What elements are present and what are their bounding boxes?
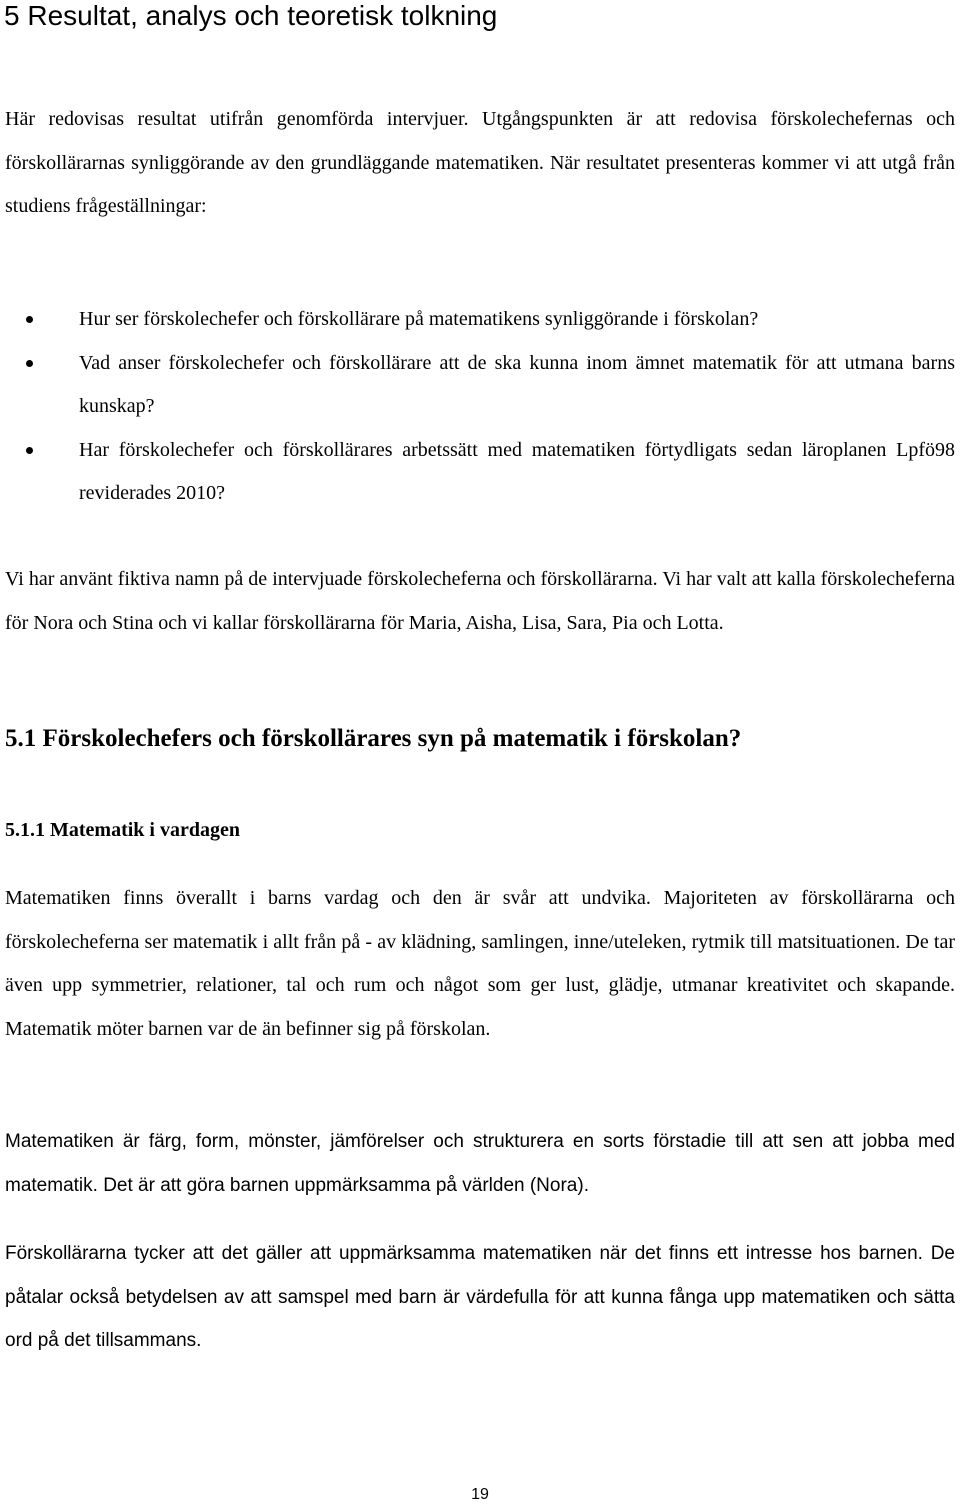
quote-paragraph: Matematiken är färg, form, mönster, jämförelser och strukturera en sorts förstadie till att sen att jobba med matematik. Det är att göra barnen uppmärksamma på världen (Nora). [5,1131,955,1196]
names-paragraph: Vi har använt fiktiva namn på de intervjuade förskolecheferna och förskollärarna. Vi har valt att kalla förskolecheferna för Nora och Stina och vi kallar förskollärarna för Maria, Aisha, Lisa, Sara, Pia och Lotta. [5,568,955,634]
body-paragraph: Förskollärarna tycker att det gäller att uppmärksamma matematiken när det finns ett intresse hos barnen. De påtalar också betydelsen av att samspel med barn är värdefulla för att kunna fånga upp matematiken och sätta ord på det tillsammans. [5,1243,955,1351]
bullet-icon [26,360,33,367]
question-text: Har förskolechefer och förskollärares arbetssätt med matematiken förtydligats sedan läroplanen Lpfö98 reviderades 2010? [79,438,955,504]
question-text: Hur ser förskolechefer och förskollärare på matematikens synliggörande i förskolan? [79,308,759,330]
list-item [0,342,955,429]
subsubsection-title: 5.1.1 Matematik i vardagen [5,819,240,841]
bullet-icon [26,447,33,454]
bullet-icon [26,316,33,323]
list-item [0,429,955,516]
section-title: 5 Resultat, analys och teoretisk tolkning [4,0,498,31]
body-paragraph: Matematiken finns överallt i barns vardag och den är svår att undvika. Majoriteten av förskollärarna och förskolecheferna ser matematik i allt från på - av klädning, samlingen, inne/uteleken, rytmik till matsituationen. De tar även upp symmetrier, relationer, tal och rum och något som ger lust, glädje, utmanar kreativitet och skapande. Matematik möter barnen var de än befinner sig på förskolan. [5,887,955,1040]
question-text: Vad anser förskolechefer och förskollärare att de ska kunna inom ämnet matematik för att utmana barns kunskap? [79,351,955,417]
research-questions-list [0,298,955,516]
subsection-title: 5.1 Förskolechefers och förskollärares syn på matematik i förskolan? [5,725,742,752]
list-item [0,298,955,342]
intro-paragraph: Här redovisas resultat utifrån genomförda intervjuer. Utgångspunkten är att redovisa förskolechefernas och förskollärarnas synliggörande av den grundläggande matematiken. När resultatet presenteras kommer vi att utgå från studiens frågeställningar: [5,108,955,217]
page-number: 19 [471,1486,489,1503]
